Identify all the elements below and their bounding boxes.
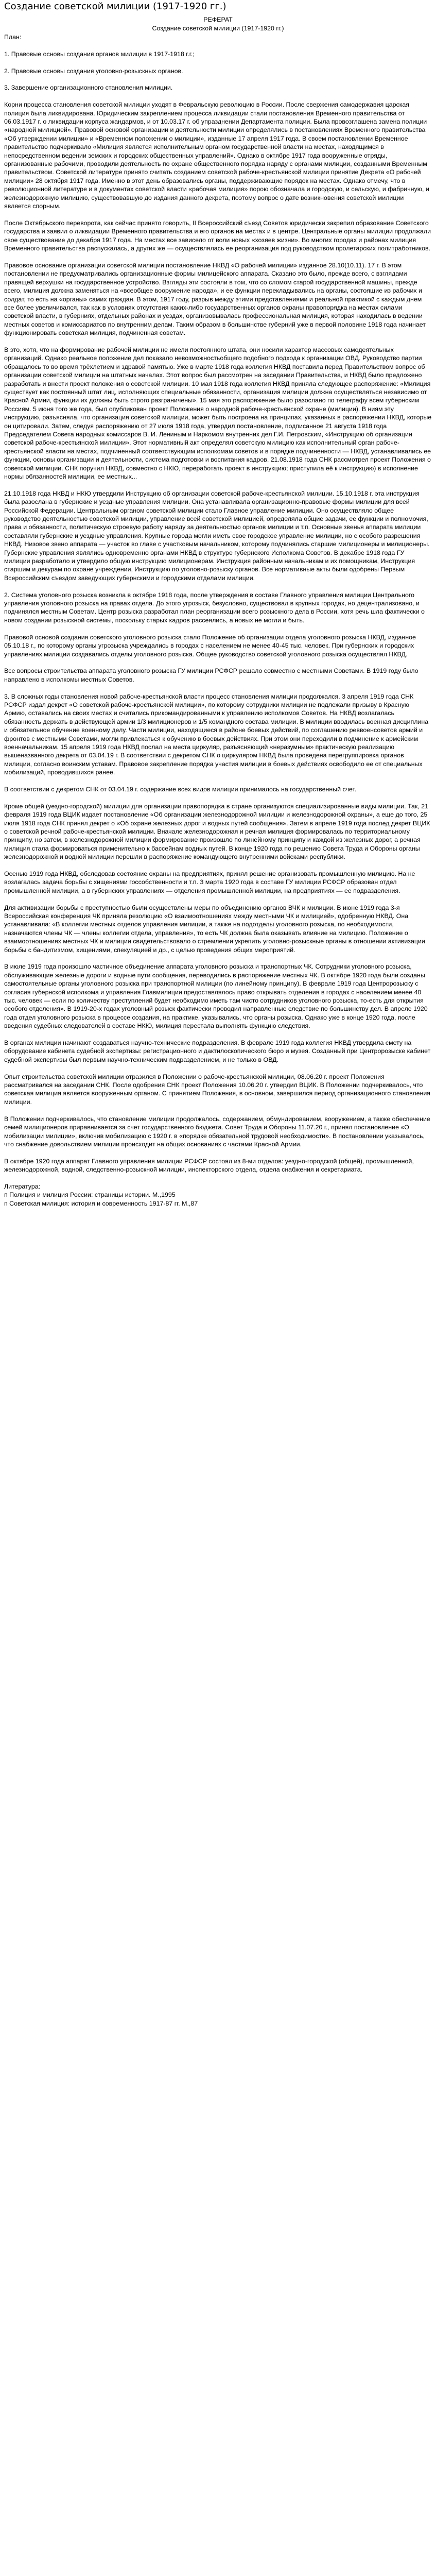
body-paragraph: Осенью 1919 года НКВД, обследовав состояние охраны на предприятиях, принял решение организовать промышленную милицию. На не возлагалась задача борьбы с хищениями госсобственности и т.п. 3 марта 1920 года в составе ГУ милиции РСФСР образован отдел промышленной милиции, а в губернских управлениях — отделения промышленной милиции, на предприятиях — ее подразделения. xyxy=(4,870,415,894)
plan-item: 3. Завершение организационного становления милиции. xyxy=(4,84,173,92)
body-paragraph: В июле 1919 года произошло частичное объединение аппарата уголовного розыска и транспортных ЧК. Сотрудники уголовного розыска, обслуживающие железные дороги и водные пути сообщения, переводились в распоряжение местных ЧК. В октябре 1920 года были созданы самостоятельные органы уголовного розыска при транспортной милиции (по линейному принципу). В феврале 1919 года Центророзыску с согласия губернской исполкома и управления Главмилиции предоставлялось право открывать отделения в городах с населением менее 40 тыс. человек — если по количеству преступлений будет необходимо иметь там чисто сотрудников уголовного розыска, то-есть для открытия особого отделения». В 1919-20-х годах уголовный розыск фактически проводил направленные следствие по большинству дел. В апреле 1920 года отдел уголовного розыска в процессе создания, на практике, указывались, что органы розыска. Однако уже в конце 1920 года, после введения судебных следователей в составе НКЮ, милиция перестала выполнять функцию следствия. xyxy=(4,963,428,1030)
plan-item: 2. Правовые основы создания уголовно-розыскных органов. xyxy=(4,67,183,75)
document-title: Создание советской милиции (1917-1920 гг.) xyxy=(4,1,226,12)
document-label: РЕФЕРАТ xyxy=(203,16,233,23)
body-paragraph: Все вопросы строительства аппарата уголовного розыска ГУ милиции РСФСР решало совместно с местными Советами. В 1919 году было направлено в исполкомы местных Советов. xyxy=(4,667,418,683)
literature-heading: Литература: xyxy=(4,1182,41,1190)
literature-item: п Советская милиция: история и современность 1917-87 гг. М.,87 xyxy=(4,1199,198,1207)
plan-item: 1. Правовые основы создания органов милиции в 1917-1918 г.г.; xyxy=(4,50,195,58)
literature-section xyxy=(4,1182,432,1208)
plan-heading: План: xyxy=(4,33,22,41)
body-paragraph: В органах милиции начинают создаваться научно-технические подразделения. В феврале 1919 года коллегия НКВД утвердила смету на оборудование кабинета судебной экспертизы: регистрационного и дактилоскопического бюро и музея. Созданный при Центророзыске кабинет судебной экспертизы был первым научно-техническим подразделением, и не только в ОВД. xyxy=(4,1039,431,1063)
document-body xyxy=(4,100,432,1174)
body-paragraph: Для активизации борьбы с преступностью были осуществлены меры по объединению органов ВЧК и милиции. В июне 1919 года 3-я Всероссийская конференция ЧК приняла резолюцию «О взаимоотношениях между местными ЧК и милицией», одобренную НКВД. Она устанавливала: «В коллегии местных отделов управления милиции, а также на подотделы уголовного розыска, по необходимости, назначаются члены ЧК — члены коллегии отдела, управления», то есть ЧК должна была оказывать влияние на милицию. Положение о взаимоотношениях местных ЧК и милиции свидетельствовало о стремлении укрепить уголовно-розыскные органы в отношении активизации борьбы с бандитизмом, хищениями, спекуляцией и др., с целью проведения общих мероприятий. xyxy=(4,904,425,954)
body-paragraph: Правовое основание организации советской милиции постановление НКВД «О рабочей милиции» изданное 28.10(10.11). 17 г. В этом постановлении не предусматривались организационные формы милицейского аппарата. Сказано это было, прежде всего, с взглядами правящей верхушки на государственное устройство. Взгляды эти состояли в том, что со сломом старой государственной машины, прежде всего, милиция должна заменяться на «всеобщее вооружение народа», и ее функции перекладывались на органы, состоящие из рабочих и солдат, то есть на «органы» самих граждан. В этом, 1917 году, разрыв между этими представлениями и реальной практикой с каждым днем все более увеличивался, так как в условиях отсутствия каких-либо государственных органов охраны правопорядка на местах силами советской власти, в губерниях, отдельных районах и уездах, организовывалась профессиональная милиция, которая находилась в ведении местных советов и комиссариатов по внутренним делам. Таким образом в большинстве губерний уже в первой половине 1918 года начинает функционировать советская милиция, подчиненная советам. xyxy=(4,261,426,337)
spacer xyxy=(4,75,432,83)
body-paragraph: Кроме общей (уездно-городской) милиции для организации правопорядка в стране организуются специализированные виды милиции. Так, 21 февраля 1919 года ВЦИК издает постановление «Об организации железнодорожной милиции и железнодорожной охраны», а еще до того, 25 июля 1918 года СНК принял декрет о «Об охране железных дорог и водных путей сообщения». Затем в апреле 1919 года послед декрет ВЦИК о советской речной рабоче-крестьянской милиции. Вначале железнодорожная и речная милиция формировалась по территориальному принципу, но затем, в железнодорожной милиции формирование произошло по линейному принципу и каждой из железных дорог, а речная милиция стала формироваться применительно к бассейнам водных путей. В конце 1920 года по решению Совета Труда и Обороны органы железнодорожной и водной милиции перешли в распоряжение командующего внутренними войсками республики. xyxy=(4,802,430,861)
spacer xyxy=(4,92,432,100)
spacer xyxy=(4,58,432,66)
body-paragraph: 3. В сложных годы становления новой рабоче-крестьянской власти процесс становления милиции продолжался. 3 апреля 1919 года СНК РСФСР издал декрет «О советской рабоче-крестьянской милиции», по которому сотрудники милиции не подлежали призыву в Красную Армию, оставались на своих местах и считались прикомандированными к управлению исполкомов Советов. На НКВД возлагалась обязанность держать в действующей армии 1/3 милиционеров и 1/5 командного состава милиции. В милиции вводилась военная дисциплина и обязательное обучение военному делу. Части милиции, находящиеся в районе боевых действий, по соглашению реввоенсоветов армий и фронтов с местными Советами, могли привлекаться к обучению в боевых действиях. При этом они переходили в подчинение к армейским военначальникам. 15 апреля 1919 года НКВД послал на места циркуляр, разъясняющий «неразумным» практическую реализацию вышеназванного декрета от 03.04.19 г. В соответствии с декретом СНК о циркуляром НКВД была проведена перегруппировка органов милиции, согласно воинским уставам. Правовое закрепление порядка участия милиции в боевых действиях освободило ее от специальных мобилизаций, проводившихся ранее. xyxy=(4,692,429,776)
body-paragraph: В соответствии с декретом СНК от 03.04.19 г. содержание всех видов милиции принималось на государственный счет. xyxy=(4,785,357,793)
body-paragraph: 2. Система уголовного розыска возникла в октябре 1918 года, после утверждения в составе Главного управления милиции Центрального управления уголовного розыска на правах отдела. До этого угрозыск, безусловно, существовал в крупных городах, но децентрализовано, и подчинялся местным Советам. Центр розыска разработал план реорганизации всего розыскного дела в России, хотя речь шла фактически о новом создании розыскной системы, поскольку старых кадров рассеялись, а новых не могли и быть. xyxy=(4,591,425,624)
body-paragraph: В октябре 1920 года аппарат Главного управления милиции РСФСР состоял из 8-ми отделов: уездно-городской (общей), промышленной, железнодорожной, водной, следственно-розыскной милиции, инспекторского отдела, отдела снабжения и секретариата. xyxy=(4,1157,414,1174)
body-paragraph: 21.10.1918 года НКВД и НКЮ утвердили Инструкцию об организации советской рабоче-крестьянской милиции. 15.10.1918 г. эта инструкция была разослана в губернские и уездные управления милиции. Она устанавливала организационно-правовые формы милиции для всей Российской Федерации. Центральным органом советской милиции стало Главное управление милиции. Оно осуществляло общее руководство деятельностью советской милиции, управление всей советской милицией, определяла общие задачи, ее функции и полномочия, права и обязанности, политическую строевую работу наряду за деятельностью органов милиции и т.п. Основные звенья аппарата милиции составляли губернские и уездные управления. Крупные города могли иметь свое городское управление милиции, но с особого разрешения НКВД. Низовое звено аппарата — участок во главе с участковым начальником, которому подчинялись старшие милиционеры и милиционеры. Губернские управления являлись одновременно органами НКВД в структуре губернского Исполкома Советов. В декабре 1918 года ГУ милиции разработало и утвердило общую инструкцию милиционерам. Инструкция районным начальникам и их помощникам, Инструкция старшим и декурам по охране учреждении, Инструкцию по уголовно-розыску органов. Все нормативные акты были одобрены Первым Всероссийским съездом заведующих губернскими и городскими отделами милиции. xyxy=(4,489,430,582)
document-subtitle: Создание советской милиции (1917-1920 гг.) xyxy=(152,25,284,32)
document-page xyxy=(0,0,436,1213)
literature-item: п Полиция и милиция России: страницы истории. М.,1995 xyxy=(4,1191,176,1199)
body-paragraph: Опыт строительства советской милиции отразился в Положении о рабоче-крестьянской милиции, 08.06.20 г. проект Положения рассматривался на заседании СНК. После одобрения СНК проект Положения 10.06.20 г. утвердил ВЦИК. В Положении подчеркивалось, что советская милиция является вооруженным органом. С принятием Положения, в основном, завершился период организационного становления милиции. xyxy=(4,1073,430,1106)
body-paragraph: В Положении подчеркивалось, что становление милиции продолжалось, содержанием, обмундированием, вооружением, а также обеспечение семей милиционеров приравнивается за счет государственного бюджета. Совет Труда и Обороны 11.07.20 г., принял постановление «О мобилизации милиции», включив мобилизацию с 1920 г. в «порядке обязательной трудовой необходимости». В постановлении указывалось, что снабжение довольствием милиции происходит на общих основаниях с частями Красной Армии. xyxy=(4,1115,430,1148)
body-paragraph: Правовой основой создания советского уголовного розыска стало Положение об организации отдела уголовного розыска НКВД, изданное 05.10.18 г., по которому органы угрозыска учреждались в городах с населением не менее 40-45 тыс. человек. При губернских и городских управлениях милиции создавались отделы уголовного розыска. Общее руководство советской уголовного розыска осуществлял НКВД. xyxy=(4,633,416,658)
spacer xyxy=(4,41,432,49)
body-paragraph: Корни процесса становления советской милиции уходят в Февральскую революцию в России. После свержения самодержавия царская полиция была ликвидирована. Юридическим закреплением процесса ликвидации стали постановления Временного правительства от 06.03.1917 г. о ликвидации корпуса жандармов, и от 10.03.17 г. об упразднении Департамента полиции. Была провозглашена замена полиции «народной милицией». Правовой основой организации и деятельности милиции определялись в постановлениях Временного правительства «Об утверждении милиции» и «Временном положении о милиции», изданные 17 апреля 1917 года. В своем постановлении Временное правительство подчеркивало «Милиция является исполнительным органом государственной власти на местах, находящимся в непосредственном ведении земских и городских общественных управлений». Однако в октябре 1917 года вооруженные отряды, организованные рабочими, проводили деятельность по охране общественного порядка наряду с органами милиции, созданными Временным правительством. Советской литературе принято считать созданием советской рабоче-крестьянской милиции принятие Декрета «О рабочей милиции» 28 октября 1917 года. Именно в этот день образовались органы, поддерживающие порядок на местах. Однако отмечу, что в революционной литературе и в документах советской власти «рабочая милиция» порою обозначала и городскую, и сельскую, и фабричную, и железнодорожную милицию, существовавшую до издания данного декрета, поэтому вопрос о дате возникновения советской милиции является спорным. xyxy=(4,101,429,210)
body-paragraph: В это, хотя, что на формирование рабочей милиции не имели постоянного штата, они носили характер массовых самодеятельных организаций. Однако реальное положение дел показало невозможностьобщего подобного подхода к организации ОВД. Руководство партии обращалось то во время трёхлетием и здравой памятью. Уже в марте 1918 года коллегия НКВД поставила перед Правительством вопрос об организации советской милиции на штатных началах. Этот вопрос был рассмотрен на заседании Правительства, и НКВД было предложено разработать и внести проект положения о советской милиции. 10 мая 1918 года коллегия НКВД приняла следующее распоряжение: «Милиция существует как постоянный штат лиц, исполняющих специальные обязанности, организация милиции должна осуществляться независимо от Красной Армии, функции их должны быть строго разграничены». 15 мая это распоряжение было разослано по телеграфу всем губернским Россиям. 5 июня того же года, был опубликован проект Положения о народной рабоче-крестьянской охране (милиции). В ниям эту инструкцию, разъясняла, что организация советской милиции, может быть построена на принципах, указанных в распоряжении НКВД, которые он цитировали. Затем, следуя распоряжению от 27 июля 1918 года, утвердил постановление, подписанное 21 августа 1918 года Председателем Совета народных комиссаров В. И. Лениным и Наркомом внутренних дел Г.И. Петровским, «Инструкцию об организации советской рабоче-крестьянской милиции». Этот нормативный акт определял советскую милицию как исполнительный орган рабоче-крестьянской власти на местах, подчиненный соответствующим исполкомам советов и в порядке подчиненности — НКВД, устанавливались ее функции, основы организации и деятельности, система подготовки и воспитания кадров. 21.08.1918 года СНК рассмотрел проект Положения о советской милиции. СНК поручил НКВД, совместно с НКЮ, переработать проект в инструкцию; приступила её к инструкцию) в исполнение нормы обязанностей милиции, ее местных... xyxy=(4,346,432,481)
body-paragraph: После Октябрьского переворота, как сейчас принято говорить, II Всероссийский съезд Советов юридически закрепил образование Советского государства и заявил о ликвидации Временного правительства и его органов на местах и в центре. Центральные органы милиции продолжали свое существование до декабря 1917 года. На местах все зависело от воли новых «хозяев жизни». Во многих городах и районах милиция Временного правительства распускалась, а других же — осуществлялась ее реорганизация под руководством пролетарских политработников. xyxy=(4,219,431,252)
plan-list xyxy=(4,50,432,100)
